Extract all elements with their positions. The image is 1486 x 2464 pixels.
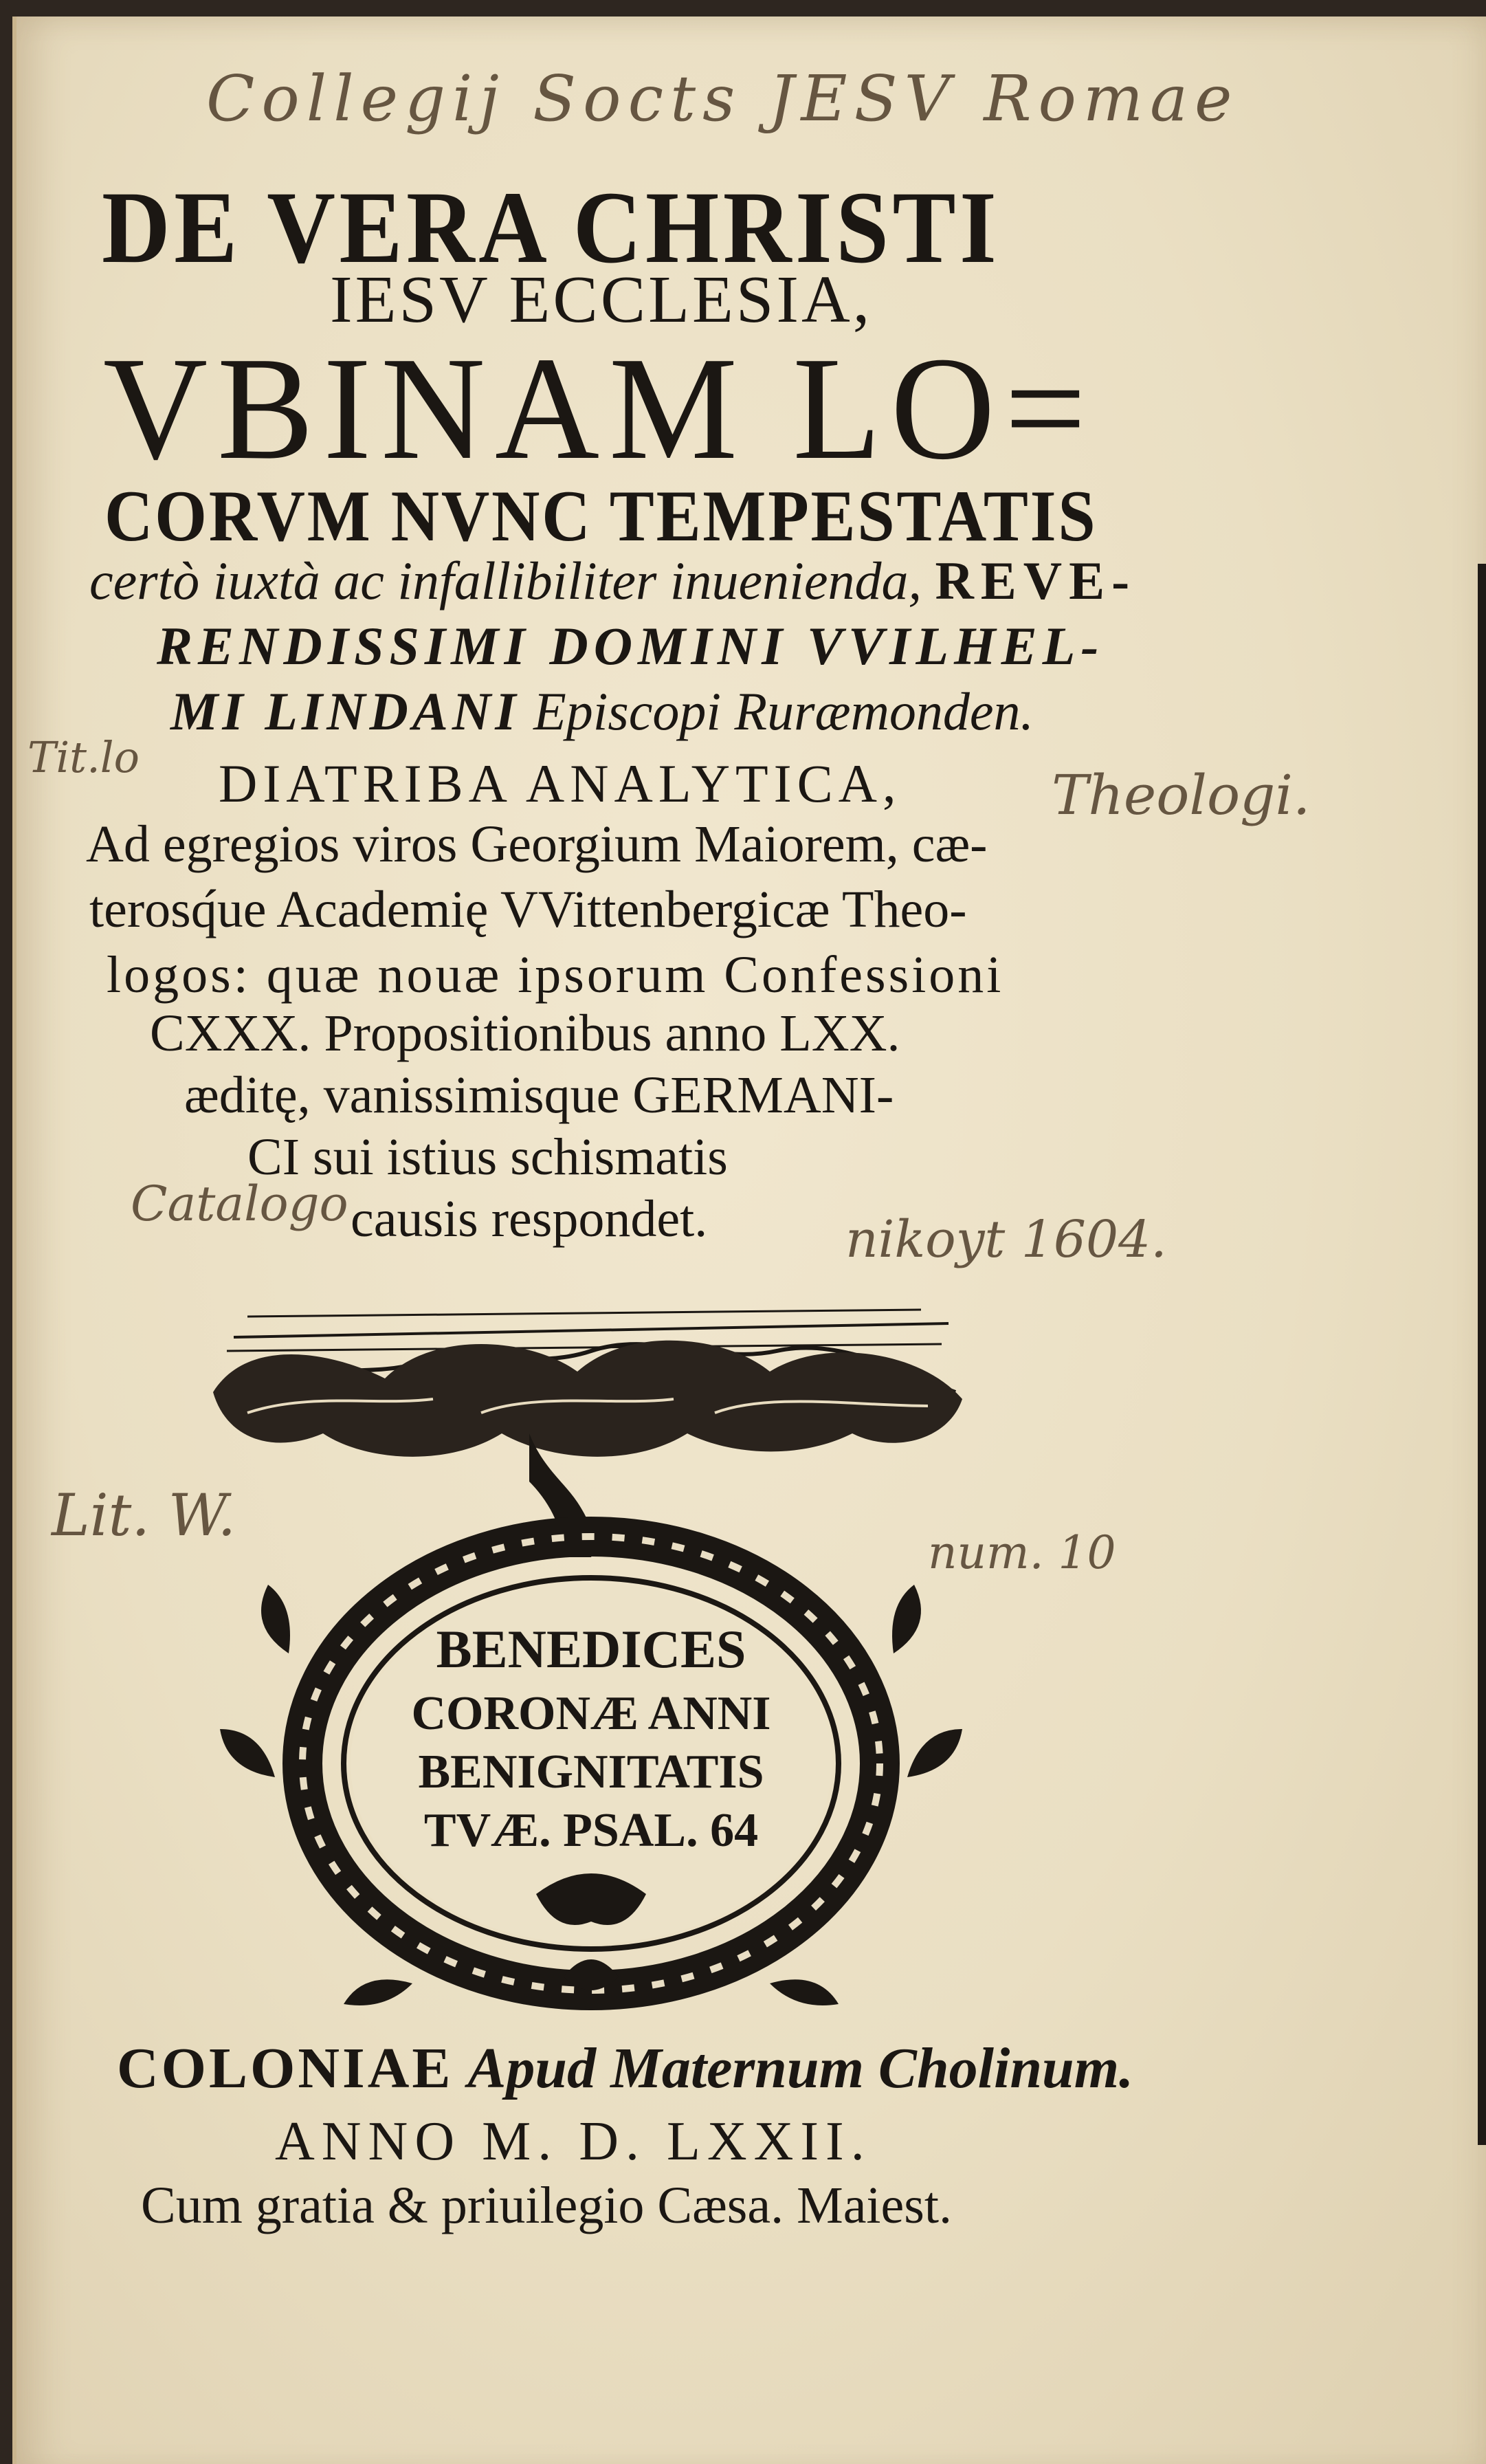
title-line-2: IESV ECCLESIA, (330, 263, 873, 337)
title-line-15: causis respondet. (351, 1190, 708, 1248)
handwritten-note-right-3: num. 10 (928, 1526, 1116, 1579)
title-line-14: CI sui istius schismatis (247, 1128, 728, 1186)
handwritten-note-left-1: Tit.lo (27, 732, 140, 782)
imprint-line-2: ANNO M. D. LXXII. (275, 2111, 872, 2172)
title-line-11: logos: quæ nouæ ipsorum Confessioni (107, 946, 1004, 1004)
page-edge-shadow (1478, 564, 1486, 2145)
printers-device-woodcut (206, 1296, 976, 2018)
handwritten-note-right-1: Theologi. (1052, 763, 1311, 827)
title-line-6: RENDISSIMI DOMINI VVILHEL- (157, 616, 1105, 676)
motto-line-1: BENEDICES (436, 1619, 746, 1679)
title-line-10: terosq́ue Academię VVittenbergicæ Theo- (89, 881, 967, 938)
title-line-9: Ad egregios viros Georgium Maiorem, cæ- (86, 815, 988, 873)
imprint-printer: Apud Maternum Cholinum. (467, 2036, 1134, 2100)
handwritten-note-right-2: nikoyt 1604. (845, 1210, 1167, 1269)
imprint-place: COLONIAE (117, 2036, 454, 2100)
handwritten-top-inscription: Collegij Socts JESV Romae (206, 62, 1239, 135)
title-line-7 (170, 681, 1034, 742)
title-line-13: æditę, vanissimisque GERMANI- (184, 1066, 894, 1124)
title-line-7-italic: Episcopi Ruræmonden. (533, 681, 1034, 741)
woodcut-emblem (206, 1296, 976, 2018)
motto-text (411, 1619, 770, 1857)
title-line-5-italic: certò iuxtà ac infallibiliter inuenienda, (89, 551, 922, 610)
title-line-4: CORVM NVNC TEMPESTATIS (104, 476, 1098, 556)
imprint-line-1 (117, 2035, 1133, 2102)
motto-line-2: CORONÆ ANNI (411, 1687, 771, 1740)
title-line-3: VBINAM LO= (103, 326, 1096, 490)
handwritten-note-left-3: Lit. W. (52, 1482, 236, 1549)
title-line-5-caps: REVE- (935, 551, 1137, 610)
title-line-5 (89, 550, 1136, 612)
motto-line-4: TVÆ. PSAL. 64 (423, 1804, 759, 1857)
motto-line-3: BENIGNITATIS (418, 1746, 764, 1798)
title-line-7-caps: MI LINDANI (170, 681, 520, 741)
title-line-1: DE VERA CHRISTI (102, 170, 1001, 285)
imprint-line-3: Cum gratia & priuilegio Cæsa. Maiest. (141, 2177, 952, 2234)
handwritten-note-left-2: Catalogo (131, 1176, 348, 1232)
cloud-mass (213, 1341, 962, 1457)
title-line-12: CXXX. Propositionibus anno LXX. (150, 1004, 900, 1062)
title-line-8: DIATRIBA ANALYTICA, (219, 754, 902, 813)
